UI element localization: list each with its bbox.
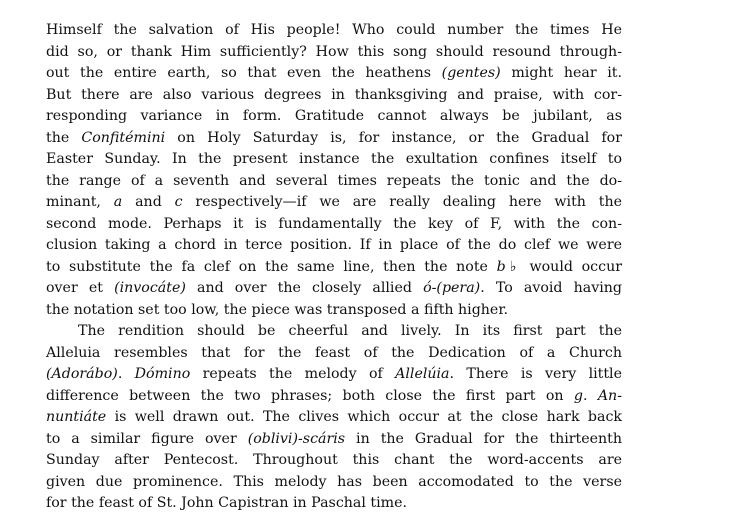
text-line: second mode. Perhaps it is fundamentally the key of F, with the con-	[46, 215, 622, 232]
text-line: Easter Sunday. In the present instance the exultation confines itself to	[46, 151, 622, 167]
text-line: the notation set too low, the piece was transposed a fifth higher.	[46, 301, 509, 318]
text-line: out the entire earth, so that even the heathens (gentes) might hear it.	[46, 65, 622, 81]
text-line: Himself the salvation of His people! Who could number the times He	[46, 22, 622, 38]
text-line: minant, a and c respectively—if we are really dealing here with the	[46, 194, 622, 210]
text-line: nuntiáte is well drawn out. The clives which occur at the close hark back	[46, 409, 622, 425]
text-line: (Adorábo). Dómino repeats the melody of Allelúia. There is very little	[46, 366, 622, 382]
text-line: Alleluia resembles that for the feast of the Dedication of a Church	[46, 344, 622, 361]
text-line: difference between the two phrases; both close the first part on g. An-	[46, 387, 622, 404]
text-line: the range of a seventh and several times repeats the tonic and the do-	[46, 172, 622, 189]
body-text	[46, 20, 622, 515]
text-line: over et (invocáte) and over the closely allied ó-(pera). To avoid having	[46, 280, 622, 296]
paragraph-2	[46, 321, 622, 515]
text-line: Sunday after Pentecost. Throughout this chant the word-accents are	[46, 452, 622, 468]
text-line: did so, or thank Him sufficiently? How this song should resound through-	[46, 43, 622, 60]
text-line: The rendition should be cheerful and lively. In its first part the	[78, 323, 622, 339]
text-line: clusion taking a chord in terce position. If in place of the do clef we were	[46, 237, 622, 253]
text-line: to substitute the fa clef on the same line, then the note b♭ would occur	[46, 258, 622, 275]
text-line: for the feast of St. John Capistran in Paschal time.	[46, 495, 408, 511]
text-line: responding variance in form. Gratitude cannot always be jubilant, as	[46, 108, 622, 124]
text-line: But there are also various degrees in thanksgiving and praise, with cor-	[46, 86, 622, 103]
paragraph-1	[46, 20, 622, 321]
text-line: given due prominence. This melody has been accomodated to the verse	[46, 473, 622, 490]
text-line: to a similar figure over (oblivi)-scáris in the Gradual for the thirteenth	[46, 430, 622, 447]
text-line: the Confitémini on Holy Saturday is, for instance, or the Gradual for	[46, 129, 623, 146]
